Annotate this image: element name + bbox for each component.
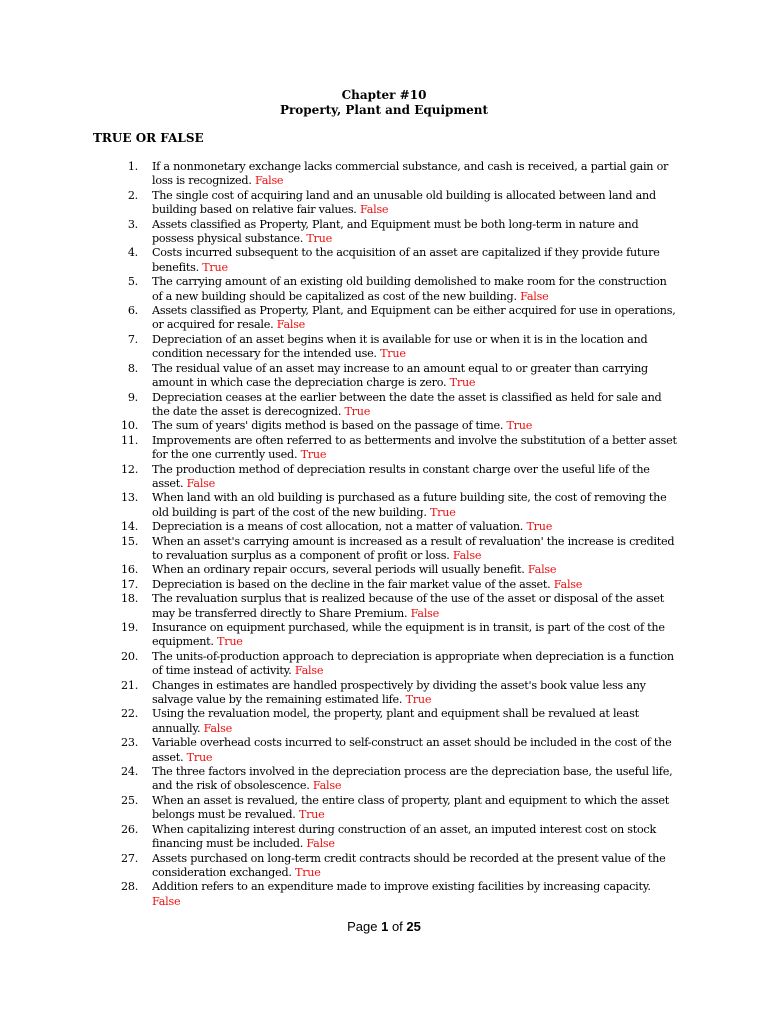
statement-text: The revaluation surplus that is realized because of the use of the asset or disposal of the asset may be transferred directly to Share Premium. <box>152 592 664 620</box>
item-statement <box>152 852 678 881</box>
item-statement <box>152 823 678 852</box>
item-number: 4. <box>127 246 138 260</box>
statement-text: The three factors involved in the depreciation process are the depreciation base, the useful life, and the risk of obsolescence. <box>152 765 673 793</box>
chapter-title: Chapter #10 <box>341 88 427 102</box>
item-statement <box>152 491 678 520</box>
list-item <box>108 304 678 333</box>
list-item <box>108 679 678 708</box>
statement-text: The single cost of acquiring land and an unusable old building is allocated between land and building based on relative fair values. <box>152 188 656 217</box>
list-item <box>108 491 678 520</box>
answer-label: False <box>254 174 284 188</box>
statement-text: Depreciation is based on the decline in the fair market value of the asset. <box>152 577 551 591</box>
answer-label: False <box>520 289 549 303</box>
item-statement <box>152 592 678 621</box>
total-pages-number: 25 <box>406 919 421 934</box>
answer-label: False <box>276 318 306 332</box>
statement-text: When an ordinary repair occurs, several periods will usually benefit. <box>152 563 525 577</box>
item-number: 27. <box>120 851 138 865</box>
list-item <box>108 333 678 362</box>
statement-text: The carrying amount of an existing old building demolished to make room for the construction of a new building should be capitalized as cost of the new building. <box>152 275 667 303</box>
statement-text: When capitalizing interest during construction of an asset, an imputed interest cost on stock financing must be included. <box>152 822 656 851</box>
answer-label: True <box>306 232 332 246</box>
item-number: 3. <box>127 217 138 231</box>
item-number: 14. <box>120 520 138 534</box>
item-number: 16. <box>120 563 138 577</box>
item-statement <box>152 736 678 765</box>
statement-text: When an asset's carrying amount is increased as a result of revaluation' the increase is credited to revaluation surplus as a component of profit or loss. <box>152 534 675 562</box>
statement-text: Assets classified as Property, Plant, and Equipment can be either acquired for use in operations, or acquired for resale. <box>152 304 676 332</box>
list-item <box>108 189 678 218</box>
list-item <box>108 650 678 679</box>
item-statement <box>152 650 678 679</box>
item-number: 24. <box>120 765 138 779</box>
section-heading: TRUE OR FALSE <box>93 131 204 145</box>
statement-text: Variable overhead costs incurred to self-construct an asset should be included in the cost of the asset. <box>152 736 672 764</box>
item-number: 26. <box>120 822 138 836</box>
list-item <box>108 736 678 765</box>
item-statement <box>152 765 678 794</box>
statement-text: The residual value of an asset may increase to an amount equal to or greater than carrying amount in which case the depreciation charge is zero. <box>152 361 648 390</box>
list-item <box>108 794 678 823</box>
list-item <box>108 852 678 881</box>
statement-text: Assets classified as Property, Plant, and Equipment must be both long-term in nature and possess physical substance. <box>152 217 639 246</box>
answer-label: False <box>306 837 335 851</box>
list-item <box>108 823 678 852</box>
item-number: 1. <box>127 160 138 173</box>
list-item <box>108 160 678 189</box>
answer-label: False <box>203 721 232 735</box>
item-number: 15. <box>120 534 138 548</box>
list-item <box>108 592 678 621</box>
answer-label: True <box>449 376 476 390</box>
list-item <box>108 563 678 577</box>
item-statement <box>152 333 678 362</box>
item-statement <box>152 578 678 592</box>
item-number: 17. <box>120 577 138 591</box>
list-item <box>108 880 678 909</box>
answer-label: False <box>527 563 557 577</box>
item-statement <box>152 362 678 391</box>
answer-label: True <box>506 419 533 433</box>
item-number: 10. <box>120 419 138 433</box>
item-statement <box>152 218 678 247</box>
answer-label: True <box>344 404 371 418</box>
list-item <box>108 391 678 420</box>
answer-label: True <box>295 865 321 879</box>
answer-label: False <box>152 894 181 908</box>
list-item <box>108 535 678 564</box>
answer-label: False <box>452 548 482 562</box>
statement-text: If a nonmonetary exchange lacks commercial substance, and cash is received, a partial gain or loss is recognized. <box>152 160 669 188</box>
item-statement <box>152 304 678 333</box>
statement-text: The production method of depreciation results in constant charge over the useful life of the asset. <box>152 462 650 490</box>
item-statement <box>152 434 678 463</box>
item-statement <box>152 880 678 909</box>
list-item <box>108 621 678 650</box>
statement-text: Addition refers to an expenditure made to improve existing facilities by increasing capacity. <box>152 880 651 894</box>
item-number: 19. <box>120 621 138 634</box>
list-item <box>108 707 678 736</box>
item-statement <box>152 419 678 433</box>
answer-label: True <box>380 347 406 361</box>
item-number: 25. <box>120 793 138 807</box>
item-number: 23. <box>120 736 138 750</box>
statement-text: Depreciation ceases at the earlier between the date the asset is classified as held for sale and the date the asset is derecognized. <box>152 390 662 418</box>
item-statement <box>152 275 678 304</box>
list-item <box>108 765 678 794</box>
current-page-number: 1 <box>381 919 389 934</box>
answer-label: True <box>405 693 432 707</box>
answer-label: False <box>294 664 324 678</box>
item-statement <box>152 707 678 736</box>
item-statement <box>152 794 678 823</box>
item-number: 13. <box>120 491 138 505</box>
answer-label: True <box>298 808 325 822</box>
statement-text: When land with an old building is purchased as a future building site, the cost of removing the old building is part of the cost of the new building. <box>152 491 667 519</box>
list-item <box>108 275 678 304</box>
list-item <box>108 434 678 463</box>
chapter-subtitle: Property, Plant and Equipment <box>279 103 489 117</box>
answer-label: True <box>217 635 243 649</box>
item-number: 22. <box>120 707 138 721</box>
statement-text: Depreciation is a means of cost allocation, not a matter of valuation. <box>152 520 524 534</box>
page-of-label: of <box>391 919 403 934</box>
answer-label: True <box>429 505 456 519</box>
answer-label: True <box>526 520 553 534</box>
list-item <box>108 520 678 534</box>
item-statement <box>152 679 678 708</box>
item-statement <box>152 535 678 564</box>
statement-text: Assets purchased on long-term credit contracts should be recorded at the present value of the consideration exchanged. <box>152 851 666 879</box>
page-footer <box>0 919 768 935</box>
item-statement <box>152 563 678 577</box>
item-statement <box>152 621 678 650</box>
item-statement <box>152 189 678 218</box>
item-number: 2. <box>127 188 138 202</box>
item-number: 20. <box>120 649 138 663</box>
statement-text: When an asset is revalued, the entire class of property, plant and equipment to which the asset belongs must be revalued. <box>152 793 670 822</box>
answer-label: False <box>553 577 583 591</box>
item-number: 12. <box>120 462 138 476</box>
list-item <box>108 246 678 275</box>
list-item <box>108 578 678 592</box>
item-number: 11. <box>120 433 138 447</box>
page-label: Page <box>347 919 378 934</box>
item-statement <box>152 520 678 534</box>
item-number: 6. <box>127 304 138 318</box>
statement-text: Costs incurred subsequent to the acquisition of an asset are capitalized if they provide future benefits. <box>152 246 660 274</box>
item-statement <box>152 391 678 420</box>
item-number: 8. <box>127 361 138 375</box>
answer-label: False <box>359 203 389 217</box>
answer-label: True <box>186 750 213 764</box>
item-number: 7. <box>127 332 138 346</box>
item-statement <box>152 463 678 492</box>
statement-text: The units-of-production approach to depreciation is appropriate when depreciation is a function of time instead of activity. <box>152 649 674 678</box>
item-number: 18. <box>120 592 138 606</box>
item-number: 5. <box>127 275 138 289</box>
list-item <box>108 463 678 492</box>
statement-text: Insurance on equipment purchased, while the equipment is in transit, is part of the cost of the equipment. <box>152 621 665 649</box>
statement-text: Improvements are often referred to as betterments and involve the substitution of a better asset for the one currently used. <box>152 433 677 462</box>
answer-label: False <box>186 476 216 490</box>
item-statement <box>152 246 678 275</box>
statement-text: The sum of years' digits method is based on the passage of time. <box>152 419 504 433</box>
answer-label: False <box>410 606 440 620</box>
list-item <box>108 362 678 391</box>
item-number: 9. <box>127 390 138 404</box>
item-number: 28. <box>120 880 138 894</box>
statement-text: Changes in estimates are handled prospectively by dividing the asset's book value less any salvage value by the remaining estimated life. <box>152 678 646 707</box>
list-item <box>108 419 678 433</box>
statement-text: Depreciation of an asset begins when it is available for use or when it is in the location and condition necessary for the intended use. <box>152 332 648 361</box>
item-statement <box>152 160 678 189</box>
statement-text: Using the revaluation model, the property, plant and equipment shall be revalued at least annually. <box>152 707 639 735</box>
answer-label: True <box>202 260 228 274</box>
list-item <box>108 218 678 247</box>
answer-label: True <box>300 448 327 462</box>
answer-label: False <box>312 779 342 793</box>
item-number: 21. <box>120 678 138 692</box>
question-list <box>108 160 678 909</box>
